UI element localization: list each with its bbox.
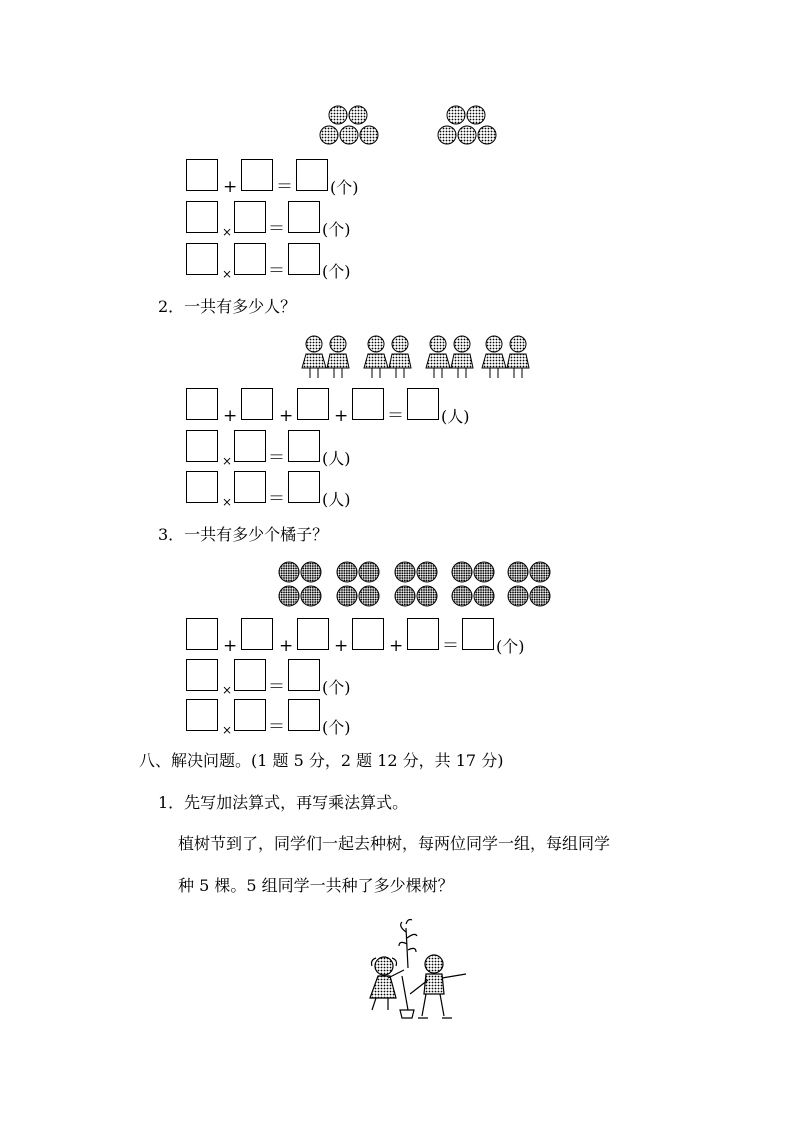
plus-sign: + [389,636,404,656]
times-sign: × [222,683,233,697]
plus-sign: + [334,636,349,656]
answer-box[interactable] [241,159,273,191]
times-sign: × [222,495,233,509]
answer-box[interactable] [297,388,329,420]
answer-box[interactable] [186,201,218,233]
answer-box[interactable] [288,430,320,462]
answer-box[interactable] [296,159,328,191]
answer-box[interactable] [186,471,218,503]
unit-label: (个) [330,178,359,197]
answer-box[interactable] [288,659,320,691]
apple [340,126,358,144]
apples-illustration [318,103,528,149]
question-2-label: 2．一共有多少人？ [158,297,297,316]
answer-box[interactable] [288,201,320,233]
apple [458,126,476,144]
oranges-illustration [278,560,553,610]
answer-box[interactable] [288,243,320,275]
unit-label: (个) [322,718,351,737]
apple-group-2 [438,106,496,144]
answer-box[interactable] [234,430,266,462]
answer-box[interactable] [186,659,218,691]
problem-1-text-line-1: 植树节到了，同学们一起去种树，每两位同学一组，每组同学 [178,834,611,853]
child-pair-4 [482,336,529,378]
plus-sign: + [223,177,238,197]
equals-sign: ＝ [268,489,285,509]
times-sign: × [222,267,233,281]
answer-box[interactable] [186,243,218,275]
answer-box[interactable] [186,618,218,650]
equals-sign: ＝ [268,448,285,468]
problem-1-text-line-2: 种 5 棵。5 组同学一共种了多少棵树？ [178,876,454,895]
tree-planting-illustration [362,918,472,1028]
answer-box[interactable] [241,388,273,420]
answer-box[interactable] [234,201,266,233]
apple [438,126,456,144]
apple [349,106,367,124]
apple [360,126,378,144]
apple-group-1 [320,106,378,144]
orange-group-4 [452,562,494,606]
answer-box[interactable] [407,388,439,420]
children-illustration [300,332,530,380]
equals-sign: ＝ [268,717,285,737]
answer-box[interactable] [186,430,218,462]
times-sign: × [222,225,233,239]
equals-sign: ＝ [268,677,285,697]
unit-label: (人) [322,490,351,509]
section-8-heading: 八、解决问题。(1 题 5 分，2 题 12 分，共 17 分) [139,751,504,770]
answer-box[interactable] [462,618,494,650]
unit-label: (个) [496,637,525,656]
times-sign: × [222,723,233,737]
equals-sign: ＝ [276,177,293,197]
answer-box[interactable] [297,618,329,650]
equals-sign: ＝ [268,219,285,239]
answer-box[interactable] [234,243,266,275]
answer-box[interactable] [234,471,266,503]
plus-sign: + [279,636,294,656]
answer-box[interactable] [407,618,439,650]
plus-sign: + [279,406,294,426]
unit-label: (人) [441,407,470,426]
answer-box[interactable] [352,388,384,420]
equals-sign: ＝ [268,261,285,281]
child-pair-3 [426,336,473,378]
orange-group-5 [508,562,550,606]
orange-group-3 [395,562,437,606]
question-3-label: 3．一共有多少个橘子？ [158,525,329,544]
answer-box[interactable] [352,618,384,650]
answer-box[interactable] [241,618,273,650]
plus-sign: + [223,636,238,656]
apple [320,126,338,144]
answer-box[interactable] [186,388,218,420]
equals-sign: ＝ [387,406,404,426]
answer-box[interactable] [186,159,218,191]
answer-box[interactable] [288,471,320,503]
apple [447,106,465,124]
plus-sign: + [223,406,238,426]
equals-sign: ＝ [442,636,459,656]
answer-box[interactable] [186,699,218,731]
answer-box[interactable] [288,699,320,731]
unit-label: (个) [322,262,351,281]
orange-group-2 [337,562,379,606]
apple [478,126,496,144]
times-sign: × [222,454,233,468]
child-pair-2 [364,336,411,378]
answer-box[interactable] [234,699,266,731]
apple [467,106,485,124]
unit-label: (个) [322,220,351,239]
apple [329,106,347,124]
problem-1-instruction: 1．先写加法算式，再写乘法算式。 [158,793,409,812]
child-pair-1 [302,336,349,378]
answer-box[interactable] [234,659,266,691]
plus-sign: + [334,406,349,426]
unit-label: (个) [322,678,351,697]
unit-label: (人) [322,449,351,468]
orange-group-1 [279,562,321,606]
